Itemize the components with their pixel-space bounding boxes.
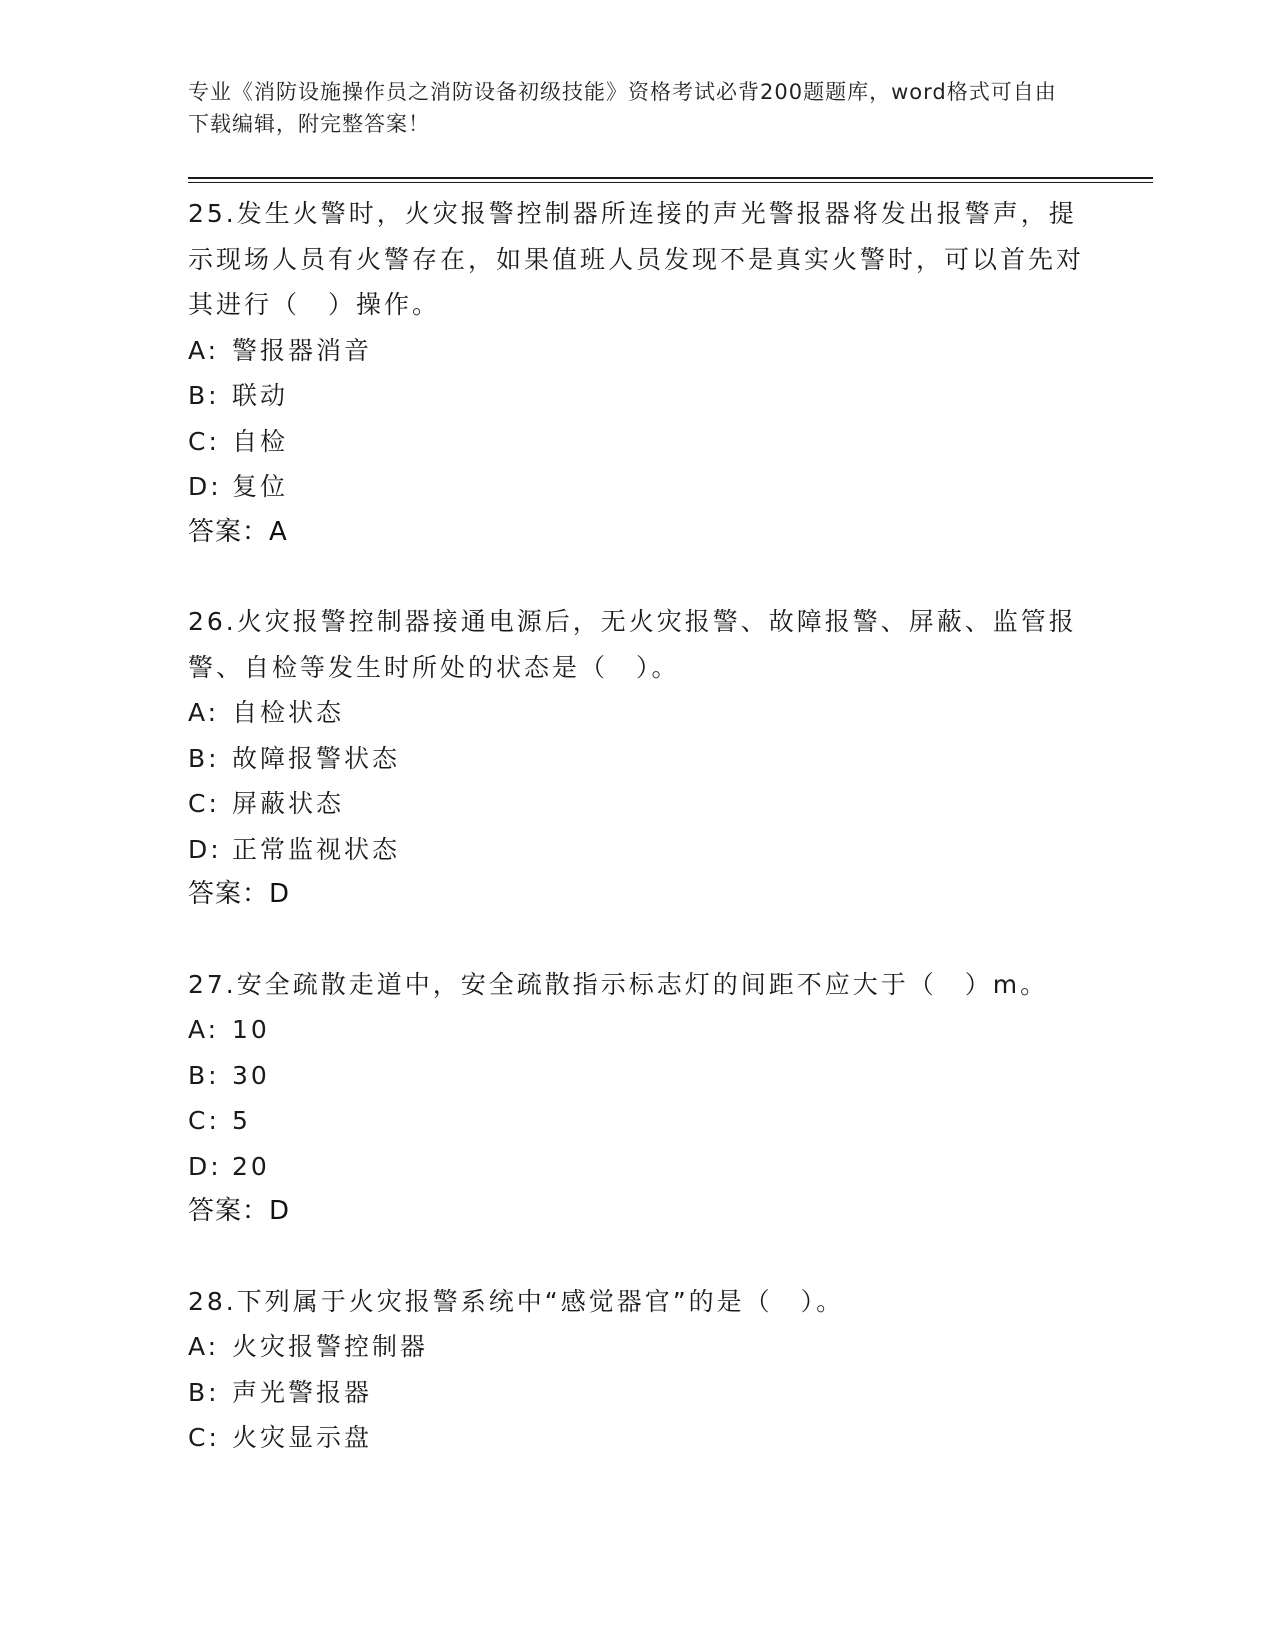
option-letter: C: [188, 1423, 220, 1452]
option-text: 自检状态 [232, 698, 345, 727]
option-text: 复位 [232, 472, 289, 501]
option-text: 警报器消音 [232, 335, 373, 365]
question-stem: 28.下列属于火灾报警系统中“感觉器官”的是（ ）。 [188, 1286, 845, 1316]
option-c [188, 1415, 1088, 1461]
option-d [188, 827, 1088, 873]
option-letter: C: [188, 426, 220, 456]
option-letter: D: [188, 1151, 222, 1181]
option-a [188, 1324, 1088, 1370]
option-text: 30 [232, 1060, 270, 1090]
header-divider-thin [188, 182, 1153, 183]
option-d [188, 1144, 1088, 1190]
question-26 [188, 599, 1088, 918]
option-letter: B: [188, 743, 220, 773]
option-text: 火灾显示盘 [232, 1423, 373, 1452]
option-text: 联动 [232, 381, 289, 410]
question-stem: 26.火灾报警控制器接通电源后，无火灾报警、故障报警、屏蔽、监管报警、自检等发生时所处的状态是（ ）。 [188, 607, 1077, 682]
document-intro: 专业《消防设施操作员之消防设备初级技能》资格考试必背200题题库，word格式可自由下载编辑，附完整答案！ [188, 80, 1057, 136]
option-c [188, 1098, 1088, 1144]
option-text: 20 [232, 1151, 270, 1181]
option-letter: A: [188, 1015, 220, 1044]
option-letter: C: [188, 1106, 220, 1135]
answer-line: 答案：A [188, 516, 288, 547]
option-b [188, 1053, 1088, 1099]
question-stem: 27.安全疏散走道中，安全疏散指示标志灯的间距不应大于（ ）m。 [188, 969, 1049, 999]
option-letter: A: [188, 698, 220, 727]
option-c [188, 781, 1088, 827]
option-d [188, 464, 1088, 510]
option-letter: C: [188, 789, 220, 818]
question-27 [188, 962, 1088, 1235]
question-list [188, 191, 1088, 1505]
option-text: 故障报警状态 [232, 743, 401, 773]
option-letter: B: [188, 1377, 220, 1407]
header-divider-thick [188, 177, 1153, 179]
option-letter: A: [188, 335, 220, 365]
option-c [188, 419, 1088, 465]
answer-line: 答案：D [188, 879, 291, 909]
option-b [188, 736, 1088, 782]
option-letter: B: [188, 381, 220, 410]
question-28 [188, 1279, 1088, 1461]
option-text: 5 [232, 1106, 251, 1135]
option-b [188, 373, 1088, 419]
option-letter: A: [188, 1332, 220, 1361]
option-letter: B: [188, 1060, 220, 1090]
option-text: 屏蔽状态 [232, 789, 345, 818]
option-a [188, 690, 1088, 736]
option-text: 火灾报警控制器 [232, 1332, 429, 1361]
option-text: 声光警报器 [232, 1377, 373, 1407]
question-25 [188, 191, 1088, 555]
option-text: 自检 [232, 426, 289, 456]
option-text: 正常监视状态 [232, 834, 401, 864]
option-letter: D: [188, 472, 222, 501]
option-letter: D: [188, 834, 222, 864]
answer-line: 答案：D [188, 1196, 291, 1226]
question-stem: 25.发生火警时，火灾报警控制器所连接的声光警报器将发出报警声，提示现场人员有火警存在，如果值班人员发现不是真实火警时，可以首先对其进行（ ）操作。 [188, 199, 1085, 319]
option-text: 10 [232, 1015, 270, 1044]
option-a [188, 1007, 1088, 1053]
option-b [188, 1370, 1088, 1416]
option-a [188, 328, 1088, 374]
